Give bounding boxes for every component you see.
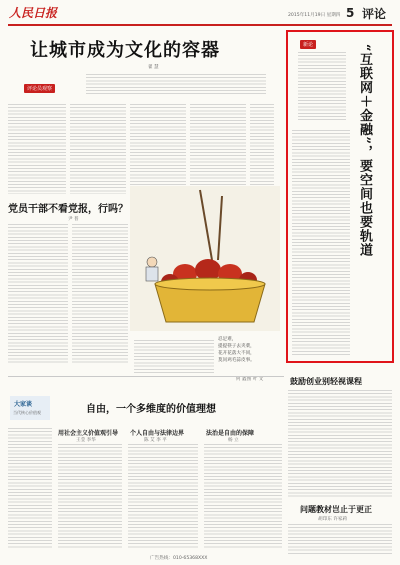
poem-line-3: 花开花落大不同，	[218, 351, 255, 356]
page-number: 5	[346, 6, 355, 20]
bottom-col-3-byline: 杨 立	[228, 438, 239, 443]
commentary-summary	[298, 52, 346, 122]
commentary-body	[292, 130, 350, 356]
lead-abstract	[86, 74, 266, 96]
textbook-headline: 问题教材岂止于更正	[300, 504, 372, 514]
small-figure-body	[146, 267, 158, 281]
bottom-col-2-body	[128, 444, 198, 548]
party-byline: 尹 普	[68, 217, 79, 222]
textbook-byline: 胡印东 许家莉	[318, 517, 348, 522]
masthead-rule	[8, 24, 392, 26]
textbook-body	[288, 524, 392, 556]
commentary-vertical-title: “互联网＋金融”，要空间也要轨道	[357, 44, 372, 257]
poem-line-4: 莫问鸡毛蒜皮事。	[218, 358, 255, 363]
bottom-col-1-title: 用社会主义价值观引导	[58, 430, 119, 437]
lead-col-1	[8, 104, 66, 194]
issue-date: 2015年11月19日 星期四	[288, 13, 341, 18]
bottom-intro	[8, 428, 52, 548]
cartoon-note	[134, 340, 214, 374]
party-headline: 党员干部不看党报，行吗？	[8, 204, 128, 215]
bottom-col-3-title: 法治是自由的保障	[206, 430, 255, 437]
commentary-tag: 新论	[300, 40, 316, 49]
bottom-headline: 自由，一个多维度的价值理想	[86, 404, 216, 415]
cartoon-poem	[218, 336, 255, 364]
party-col-1	[8, 224, 68, 364]
lead-byline: 翟 慧	[148, 65, 159, 70]
bottom-col-2-title: 个人自由与法律边界	[130, 430, 185, 437]
bottom-col-1-byline: 王莹 李华	[76, 438, 96, 443]
discussion-box	[10, 396, 50, 420]
party-col-2	[72, 224, 128, 364]
lead-col-3	[130, 104, 186, 194]
cartoon-illustration	[130, 186, 280, 331]
innovation-body	[288, 390, 392, 498]
small-figure-head	[147, 257, 157, 267]
discussion-box-subtitle: 当代核心价值观	[13, 410, 41, 415]
innovation-headline: 鼓励创业别轻视课程	[290, 376, 362, 386]
masthead	[0, 0, 400, 24]
section-title: 评论	[362, 7, 387, 21]
cartoon-credit: 何 鑫图 叶 文	[236, 377, 264, 382]
bottom-col-2-byline: 陈 艾 李 平	[144, 438, 167, 443]
lead-headline: 让城市成为文化的容器	[30, 40, 220, 61]
poem-line-1: 忍足难，	[218, 337, 237, 342]
bottom-col-1-body	[58, 444, 122, 548]
lead-col-2	[70, 104, 126, 194]
lead-column-tag: 评论员观察	[24, 84, 55, 93]
newspaper-logo: 人民日报	[9, 6, 58, 20]
bottom-col-3-body	[204, 444, 282, 548]
bowl-rim	[155, 278, 265, 290]
discussion-box-title: 大家谈	[14, 401, 33, 408]
bottom-divider	[8, 376, 284, 377]
footer-line: 广告热线：010-65368XXX	[150, 556, 208, 561]
poem-line-2: 提提筷子去夹菜，	[218, 344, 255, 349]
